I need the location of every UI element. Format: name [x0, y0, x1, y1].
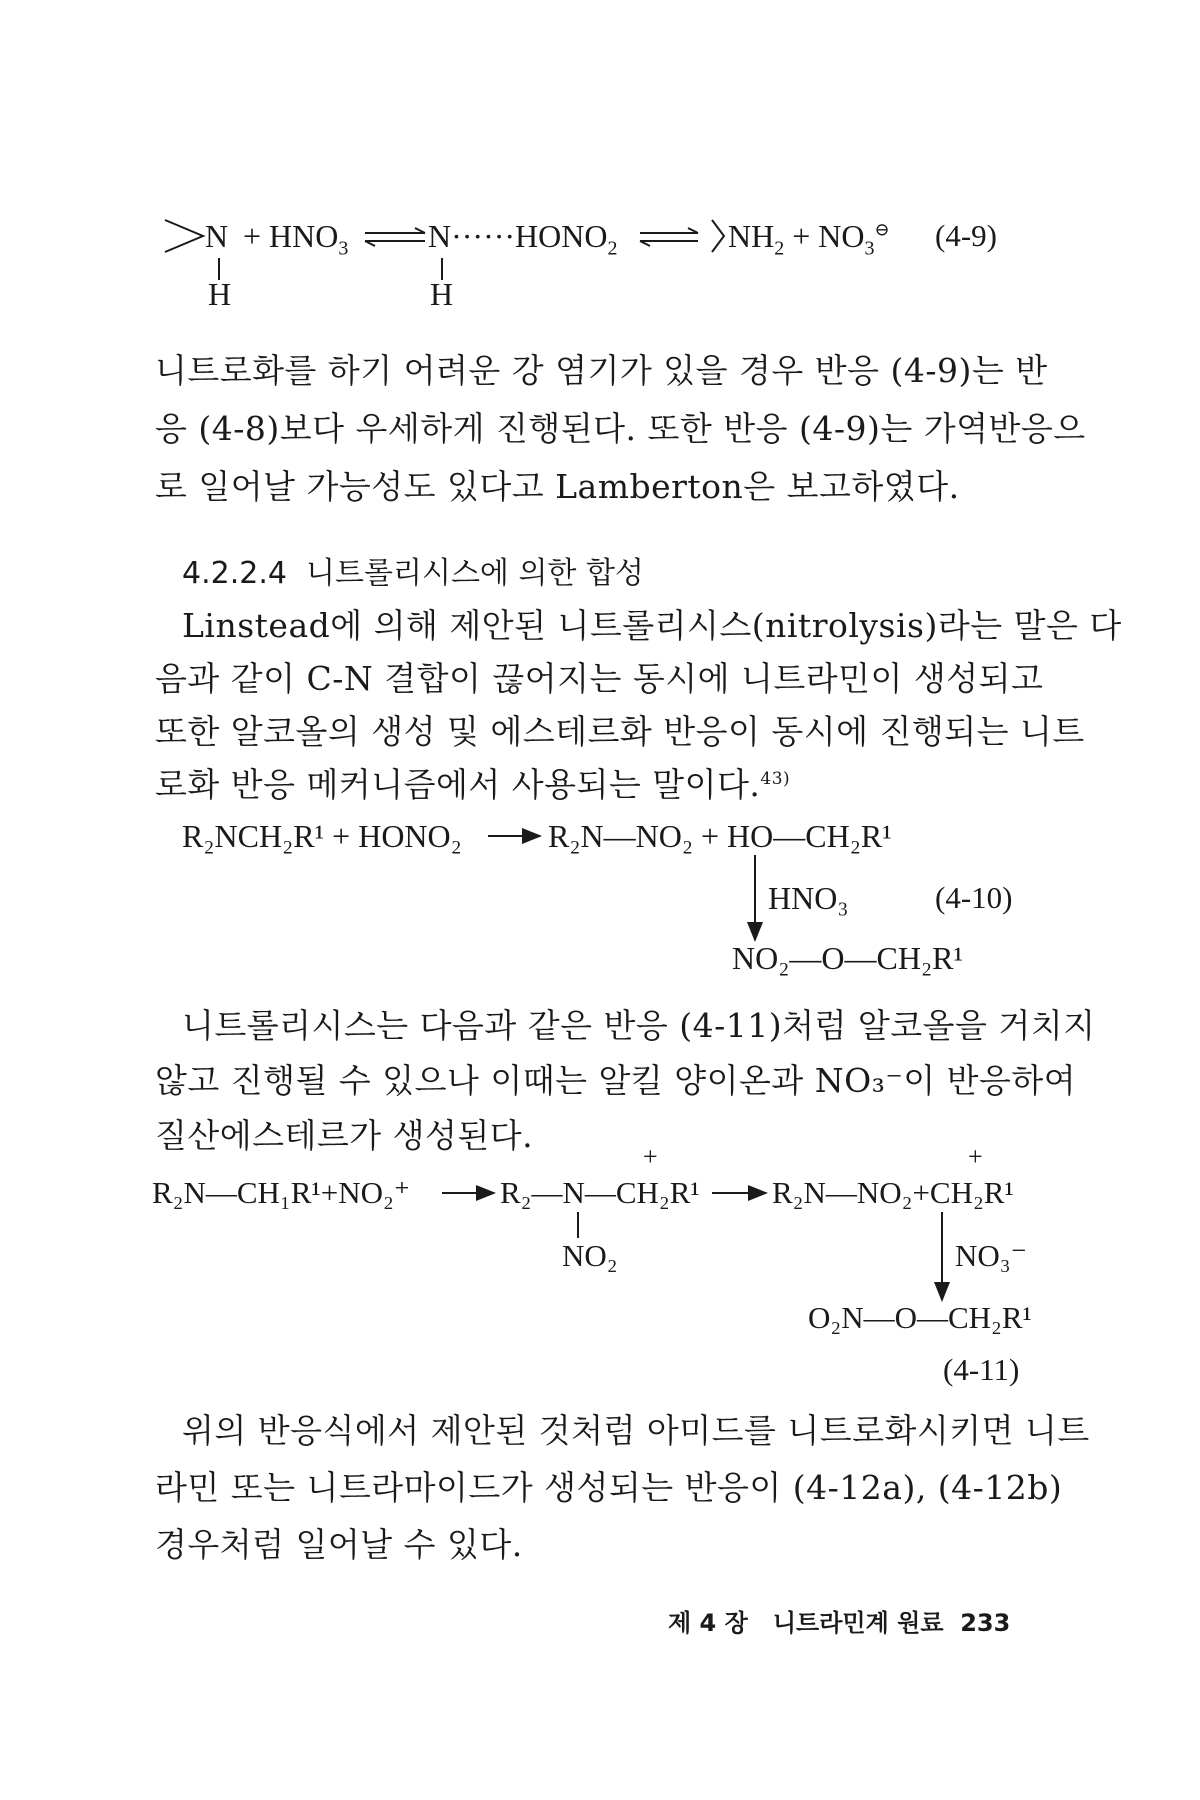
- text-line: Linstead에 의해 제안된 니트롤리시스(nitrolysis)라는 말은 다: [182, 606, 1122, 645]
- eq-4-10-reagent: HNO₃: [768, 880, 849, 916]
- text-line: 니트로화를 하기 어려운 강 염기가 있을 경우 반응 (4-9)는 반: [155, 351, 1048, 390]
- eq-4-10-nitrate-product: NO₂—O—CH₂R¹: [732, 940, 964, 976]
- cation-charge: +: [643, 1142, 658, 1171]
- eq-4-9-h2: H: [430, 276, 454, 312]
- eq-4-10-reactants: R₂NCH₂R¹ + HONO₂: [182, 818, 462, 854]
- chapter-title: 니트라민계 원료: [772, 1609, 944, 1637]
- text-line: 경우처럼 일어날 수 있다.: [155, 1525, 523, 1564]
- text-line: 니트롤리시스는 다음과 같은 반응 (4-11)처럼 알코올을 거치지: [182, 1006, 1096, 1045]
- text-line: 로화 반응 메커니즘에서 사용되는 말이다.$^{43)}$: [155, 765, 791, 804]
- text-line: 음과 같이 C-N 결합이 끊어지는 동시에 니트라민이 생성되고: [155, 659, 1044, 698]
- text-line: 라민 또는 니트라마이드가 생성되는 반응이 (4-12a), (4-12b): [155, 1468, 1063, 1507]
- page-footer: [668, 1603, 1010, 1638]
- text-line: 응 (4-8)보다 우세하게 진행된다. 또한 반응 (4-9)는 가역반응으: [155, 409, 1086, 448]
- eq-4-11-intermediate: R₂—N—CH₂R¹: [500, 1175, 700, 1210]
- equation-number: (4-10): [935, 880, 1013, 915]
- eq-4-9-plus-hno3: + $HNO_3$: [243, 218, 349, 260]
- eq-4-11-products: R₂N—NO₂+CH₂R¹: [772, 1175, 1014, 1210]
- eq-4-9-h1: H: [208, 276, 232, 312]
- eq-4-9-lhs-n: N: [205, 218, 229, 254]
- text-line: 또한 알코올의 생성 및 에스테르화 반응이 동시에 진행되는 니트: [155, 712, 1085, 751]
- section-title: 니트롤리시스에 의한 합성: [306, 556, 644, 591]
- text-line: 질산에스테르가 생성된다.: [155, 1116, 534, 1155]
- eq-4-11-reactants: R₂N—CH₁R¹+NO₂⁺: [152, 1175, 411, 1210]
- eq-4-11-reagent: NO₃⁻: [955, 1238, 1027, 1273]
- section-heading: [182, 548, 644, 592]
- page-number: 233: [960, 1609, 1011, 1637]
- citation-ref: 43): [760, 769, 791, 789]
- text-line: 않고 진행될 수 있으나 이때는 알킬 양이온과 NO₃⁻이 반응하여: [155, 1061, 1077, 1100]
- eq-4-11-nitrate-product: O₂N—O—CH₂R¹: [808, 1300, 1032, 1335]
- eq-4-10-products: R₂N—NO₂ + HO—CH₂R¹: [548, 818, 892, 854]
- section-number: 4.2.2.4: [182, 556, 287, 591]
- equation-number: (4-9): [935, 218, 997, 253]
- chapter-label: 제 4 장: [668, 1609, 748, 1637]
- text-line: 위의 반응식에서 제안된 것처럼 아미드를 니트로화시키면 니트: [182, 1411, 1090, 1450]
- eq-4-11-no2: NO₂: [562, 1238, 618, 1273]
- eq-4-9-mid-n: $N\cdot\cdot\cdot\cdot\cdot\cdot HONO_2$: [428, 218, 618, 260]
- text-line: 로 일어날 가능성도 있다고 Lamberton은 보고하였다.: [155, 467, 960, 506]
- eq-4-9-rhs: $NH_2 + NO_3^⊖$: [728, 218, 890, 260]
- equation-number: (4-11): [943, 1352, 1020, 1387]
- cation-charge: +: [968, 1142, 983, 1171]
